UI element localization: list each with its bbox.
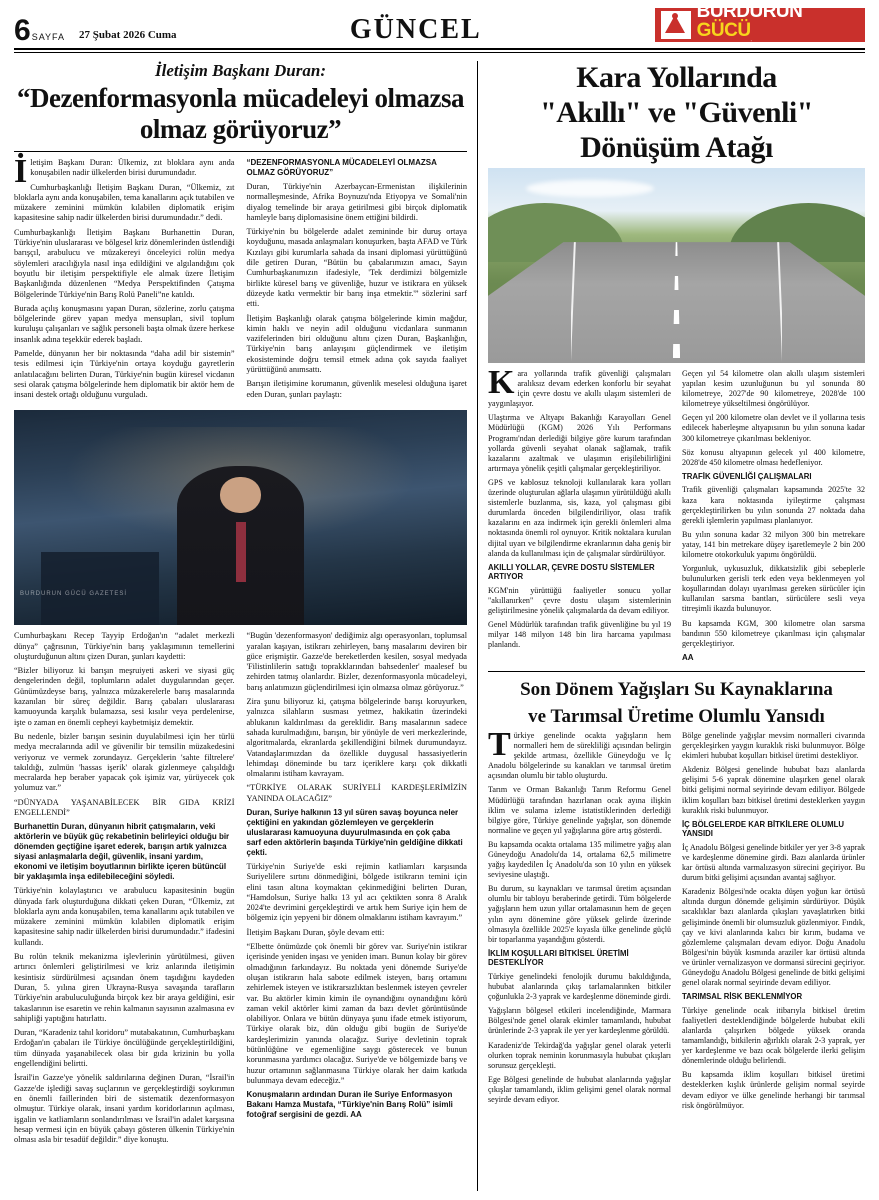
photo-podium [41, 552, 159, 625]
paragraph: Cumhurbaşkanlığı İletişim Başkanı Duran, “Ülkemiz, zıt bloklarla aynı anda konuşabilen, tema kanallarını açık tutabilen ve müzakere zeminini mümkün kılabilen diplomatik erişim kapasitesine sahip nadir ülkelerden birisi durumundadır.” dedi. [14, 182, 235, 223]
logo-title-part2: GÜCÜ [696, 19, 751, 41]
article-headline: “Dezenformasyonla mücadeleyi olmazsa olmaz görüyoruz” [17, 83, 464, 144]
paragraph: Cumhurbaşkanlığı İletişim Başkanı Burhanettin Duran, Türkiye'nin uluslararası ve bölgesel kriz dönemlerinden üstlendiği barışçıl, arabulucu ve müzakereyi önceleyici rolün medya söylemleri aracılığıyla nasıl inşa edildiğini ve algılandığını çok boyutlu bir iletişim perspektifiyle ele almak üzere İletişim Başkanlığında düzenlenen “Medya Perspektifinden Çatışma Bölgelerinde Türkiye'nin Barış Rolü Paneli”ne katıldı. [14, 227, 235, 299]
paragraph: GPS ve kablosuz teknoloji kullanılarak kara yolları üzerinde oluşturulan ağlarla ulaşımın yürütüldüğü akıllı sistemlerle buzlanma, sis, kaza, yol çalışması gibi durumlarda önceden bilgilendiriliyor, olası trafik kazalarını en aza indirmek için gerekli önlemleri alma noktasında önemli rol oynuyor. Kritik noktalara kurulan dijital uyarı ve bilgilendirme ekranlarının daha geniş bir alanda da kullanılması için de çalışmalar sürdürülüyor. [488, 477, 671, 558]
paragraph: Burada açılış konuşmasını yapan Duran, sözlerine, zorlu çatışma bölgelerinde görev yapan medya mensupları, sivil toplum kuruluşu çalışanları ve sağlık personeli başta olmak üzere herkese insanlık adına teşekkür ederek başladı. [14, 303, 235, 344]
masthead-rule-thin [14, 52, 865, 53]
paragraph: Türkiye'nin kolaylaştırıcı ve arabulucu kapasitesinin bugün dünyada fark oluşturduğuna dikkati çeken Duran, “Ülkemiz, zıt bloklarla aynı anda konuşabilen, tema kanallarını açık tutabilen ve müzakere zeminini mümkün kılabilen diplomatik erişim kapasitesine sahip nadir ülkelerden birisi durumundadır.” ifadesini kullandı. [14, 886, 235, 947]
headline-rule [14, 151, 467, 152]
issue-date: 27 Şubat 2026 Cuma [79, 29, 177, 41]
paragraph: Karadeniz Bölgesi'nde ocakta düşen yoğun kar örtüsü altında durgun dönemde gelişimin sürdürüyor. Düşük sıcaklıklar bazı alanlarda çıkışları yavaşlatırken bitki gelişiminde önemli bir olumsuzluk gözlenmiyor. Fındık, çay ve kivi alanlarında kalıcı bir kırım, budama ve gözlemleme çalışmaları devam ediyor. Doğu Anadolu Bölgesi'nin büyük kısmında araziler kar örtüsü altında ve ürünler vernalizasyon ve dormansi sürecini geçiriyor. Güneydoğu Anadolu Bölgesi genelinde de bitki gelişimi genel olarak normal seyirinde devam ediliyor. [682, 887, 865, 988]
photo-speaker-head [220, 477, 261, 514]
logo-title-part1: BURDURUN [696, 0, 803, 22]
paragraph: Yağışların bölgesel etkileri incelendiğinde, Marmara Bölgesi'nde genel olarak ekimler tamamlandı, hububat ürünlerinde 2-3 yaprak ile yer yer kardeşlenme görüldü. [488, 1006, 671, 1036]
paragraph-subhead: Konuşmaların ardından Duran ile Suriye Enformasyon Bakanı Hamza Mustafa, “Türkiye'nin Barış Rolü” isimli fotoğraf sergisini de gezdi. AA [246, 1090, 453, 1120]
paragraph: “Bugün 'dezenformasyon' dediğimiz algı operasyonları, toplumsal yaralan kaşıyan, istikrarı zehirleyen, barış masalarını deviren bir güce erişmiştir. Gazze'de bereketlerden kesilen, sosyal medyada 'Filistinlilerin sattığı toprakklarından bahsedenler' maalesef bu zehirden tatmış olanlardır. Bizler, dezenformasyonla mücadeleyi, barış anlatımızın güçlendirilmesi için olmazsa olmaz görüyoruz.” [246, 631, 467, 692]
page-number-label: SAYFA [31, 32, 66, 42]
paragraph: İletişim Başkanlığı olarak çatışma bölgelerinde kimin mağdur, kimin haklı ve neyin adil olduğunu vicdanlara sunmanın vazifelerinden biri olduğunu altını çizen Duran, Başkanlığın, Türkiye'nin barış anlayışını güçlendirmek ve iletişim ekosisteminde doğru temsil etmek adına çok sayıda faaliyet yürüttüğünü anımsattı. [246, 313, 467, 375]
roads-article-body [488, 364, 865, 663]
paragraph-subhead: İKLİM KOŞULLARI BİTKİSEL ÜRETİMİ DESTEKLİYOR [488, 948, 629, 968]
article-photo [14, 410, 467, 625]
paragraph: İsrail'in Gazze'ye yönelik saldırılarına değinen Duran, “İsrail'in Gazze'de işlediği savaş suçlarının ve gerçekleştirdiği soykırımın en önemli faillerinden biri de sistematik dezenformasyon olmuştur. Türkiye olarak, insani yardım koridorlarının açılması, işgalin ve katliamların sonlandırılması ve İsrail'in adalet karşısına hesap vermesi için en büyük çabayı gösteren ülkenin Türkiye'nin olması asla bir tesadüf değildir.” diye konuştu. [14, 1073, 235, 1145]
paragraph: Bu kapsamda KGM, 300 kilometre olan sarsma bandının 550 kilometreye çıkarılması için çalışmalar gerçekleştiriyor. [682, 618, 865, 648]
paragraph-subhead: Burhanettin Duran, dünyanın hibrit çatışmaların, veki aktörlerin ve büyük güç rekabetinin belirleyici olduğu bir dönemden geçtiğine işaret ederek, barışın artık yalnızca siyasi anlaşmalarla değil, güvenlik, insani yardım, ekonomi ve iletişim boyutlarının birlikte içeren bütüncül bir yaklaşımla inşa edilebileceğini söyledi. [14, 822, 230, 882]
article-body [14, 153, 467, 404]
paragraph-subhead: TRAFİK GÜVENLİĞİ ÇALIŞMALARI [682, 471, 812, 481]
paragraph: Söz konusu altyapının gelecek yıl 400 kilometre, 2028'de 450 kilometre olması hedefleniyor. [682, 447, 865, 467]
roads-byline: AA [682, 652, 694, 662]
paragraph: Barışın iletişimine korumanın, güvenlik meselesi olduğuna işaret eden Duran, şunları paylaştı: [246, 379, 467, 399]
paragraph: Trafik güvenliği çalışmaları kapsamında 2025'te 32 kaza kara noktasında iyileştirme çalışması gerçekleştirilirken bu yılın sonunda 27 noktada daha gerekli işlemlerin yapılması planlanıyor. [682, 485, 865, 525]
right-column-block [478, 61, 865, 1191]
paragraph: Türkiye'nin Suriye'de eski rejimin katliamları karşısında Suriyelilere sırtını dönmediğini, bölgede istikrarın temini için elini tasın altına koymaktan çekinmediğini belirten Duran, “Hamdolsun, Suriye halkı 13 yıl acı çektikten sonra 8 Aralık 2024'te devrimini gerçekleştirdi ve artık hem Suriye için hem de bölgemiz için yepyeni bir dönem olmaklarını istiham kavrayım.” [246, 861, 467, 923]
paragraph: Bu durum, su kaynakları ve tarımsal üretim açısından olumlu bir tabloyu beraberinde getirdi. Tüm bölgelerde yağışların hem uzun yıllar ortalamasının hem de geçen yılın aynı dönemine göre yüksek gelirde üzerinde olmasıyla özellikle 2025'e kıyasla ülke genelinde güçlü bir toparlanma yaşandığını gösterdi. [488, 884, 671, 944]
paragraph: Bu yılın sonuna kadar 32 milyon 300 bin metrekare yatay, 141 bin metrekare düşey işaretlemeyle 2 bin 200 kilometre otokorkuluk yapımı öngörüldü. [682, 529, 865, 559]
paragraph: Zira şunu biliyoruz ki, çatışma bölgelerinde barışı koruyurken, yalnızca silahların susması yetmez, hakikatin üzerindeki ablukanın kaldırılması da gereklidir. Barış masalarının sadece sahada kurulmadığını, barışın, bir yönüyle de veri merkezlerinde, algoritmalarda, ekranlarda şekillendiğini bilmek durumundayız. Vatandaşlarımızdan da özellikle duygusal hassasiyetlerin lehimdaşı döneminde bu tarz içeriklere karşı çok dikkatli olmalarını istiham kavrayam. [246, 697, 467, 779]
paragraph: İletişim Başkanı Duran, şöyle devam etti: [246, 927, 385, 937]
paragraph-subhead: Duran, Suriye halkının 13 yıl süren savaş boyunca neler çektiğini en yakından gözlemleyen ve gerçeklerin uluslararası kamuoyuna duyurulmasında en çok çaba sarf eden aktörlerin başında Türkiye'nin geldiğine dikkati çekti. [246, 807, 463, 857]
paragraph: Bu rolün teknik mekanizma işlevlerinin yürütülmesi, güven artırıcı önlemleri geliştirilmesi ve kriz anlarında iletişimin kesintisiz sürdürülmesi açısından önem taşıdığını kaydeden Duran, 5. yılına giren Ukrayna-Rusya savaşında tarafların Türkiye'nin arabuluculuğunda birçok kez bir araya geldiğini, esir takaslarının ise esaretin ve rehin kalmanın sayısının azalmasına ev sahipliği yaptığını hatırlattı. [14, 952, 235, 1023]
paragraph: “Elbette önümüzde çok önemli bir görev var. Suriye'nin istikrar içerisinde yeniden inşası ve yeniden imarı. Bunun kolay bir görev olmadığının farkındayız. Bu noktada yeni dönemde Suriye'de oluşan istikrarın hala sabote edilmek isteyen, barış ortamını zehirlemek isteyen ve istikrarsızlıktan beslenmek isteyen çevreler var. Bu aktörler kimin kimin ile oynandığını oynandığını körü zaman vekil aktörler kimi zaman da bazı devlet görüntüsünde olabiliyor. Onlara ve bütün dünyaya şunu ifade etmek istiyorum, Türkiye olarak biz, dün olduğu gibi bugün de Suriye'de kardeşlerimizin yanında olacağız. Suriye devletinin toprak bütünlüğüne ve egemenliğine saygı gösterecek ve bunun korunmasına yardımcı olacağız. Suriye'de ve bölgemizde barış ve huzur ortamının sağlanmasına Türkiye olarak her daim katkıda bulunmaya devam edeceğiz.” [246, 942, 467, 1085]
article-kicker: İletişim Başkanı Duran: [155, 61, 326, 80]
paragraph-lead: Kara yollarında trafik güvenliği çalışmaları aralıksız devam ederken konforlu bir seyahat için çevre dostu ve akıllı ulaşım sistemleri de yaygınlaşıyor. [488, 364, 671, 409]
paragraph: Karadeniz'de Tekirdağ'da yağışlar genel olarak yeterli olurken toprak neminin korunmasıyla hububat çıkışları sorunsuz gerçekleşti. [488, 1040, 671, 1070]
paragraph: Cumhurbaşkanı Recep Tayyip Erdoğan'ın “adalet merkezli dünya” çağrısının, Türkiye'nin barış yaklaşımının temellerini oluşturduğunun altını çizen Duran, şunları kaydetti: [14, 631, 235, 661]
paragraph: Bu kapsamda iklim koşulları bitkisel üretimi desteklerken kışlık ürünlerde gelişim normal seyirde devam ediyor ve ülke genelinde herhangi bir tarımsal risk öngörülmüyor. [682, 1070, 865, 1110]
paragraph-lead: Türkiye genelinde ocakta yağışların hem normalleri hem de sürekliliği açısından belirgin şekilde artması, özellikle Güneydoğu ve İç Anadolu bölgelerinde su kanakları ve tarımsal üretim açısından olumlu bir tablo oluşturdu. [488, 725, 671, 781]
section-divider [488, 671, 865, 672]
paragraph: Duran, “Karadeniz tahıl koridoru” mutabakatının, Cumhurbaşkanı Erdoğan'ın çabaları ile Türkiye öncülüğünde gerçekleştirildiğini, tüm dünyada yaşanabilecek olası bir gıda krizinin bu yolla engellendiğini belirtti. [14, 1028, 235, 1069]
paragraph: İç Anadolu Bölgesi genelinde bitkiler yer yer 3-8 yaprak ve kardeşlenme dönemine girdi. Bazı alanlarda ürünler kar örtüsü altında varmalızasyon sürecini geçiriyor. Bu durum bitki gelişimi açısından avantaj sağlıyor. [682, 842, 865, 883]
photo-speaker-tie [236, 522, 246, 582]
paragraph: Ulaştırma ve Altyapı Bakanlığı Karayolları Genel Müdürlüğü (KGM) 2026 Yılı Performans Programı'ndan derlediği bilgiye göre kurum tarafından yollarda güvenli seyahat olanak sağlamak, trafik kazalarını azaltmak ve ulaşımın erişilebilirliğini artırmaya yönelik çeşitli çalışmalar gerçekleştiriliyor. [488, 413, 671, 473]
left-column-block [14, 61, 478, 1191]
paragraph: Tarım ve Orman Bakanlığı Tarım Reformu Genel Müdürlüğü tarafından hazırlanan ocak ayına ilişkin iklim ve sulama izleme istatistiklerinden derlediği bilgiye göre, Türkiye genelinde yağışlar, son dönemde normaline ve geçen yıl yağışlarına göre artış gösterdi. [488, 785, 671, 835]
paragraph: Duran, Türkiye'nin Azerbaycan-Ermenistan ilişkilerinin normalleşmesinde, Afrika Boynuzu'nda Etiyopya ve Somali'nin diyalog temelinde bir araya getirilmesi gibi birçok diplomatik hamleyle barış diplomasisine önem ettiğini bildirdi. [246, 182, 467, 222]
logo-text [697, 2, 859, 49]
roads-headline-line1: Kara Yollarında [576, 61, 777, 94]
roads-photo [488, 168, 865, 363]
photo-cloud [526, 180, 654, 198]
logo-subtitle: GAZETESİ [696, 41, 756, 49]
paragraph-lead: İletişim Başkanı Duran: Ülkemiz, zıt bloklara aynı anda konuşabilen nadir ülkelerden birisi durumundadır. [14, 153, 235, 190]
paragraph: Bu nedenle, bizler barışın sesinin duyulabilmesi için her türlü medya mecralarında adil ve güvenilir bir temsilin müzakedesini veriyoruz ve vermek zorundayız. Gerçeklerin 'sahte filtrelere' takıldığı, zulmün 'hassas işerik' olarak gizlenmeye çalışıldığı mecralarda hep beraber yapacak çok işimiz var, yürüyecek çok yolumuz var.” [14, 731, 235, 793]
article-body-continued [14, 631, 467, 1145]
page-columns [14, 61, 865, 1191]
paragraph: “TÜRKİYE OLARAK SURİYELİ KARDEŞLERİMİZİN YANINDA OLACAĞIZ” [246, 783, 467, 803]
logo-title [697, 2, 859, 40]
paragraph: Ege Bölgesi genelinde de hububat alanlarında yağışlar çıkışlar tamamlandı, iklim gelişimi genel olarak normal seyirde devam ediyor. [488, 1074, 671, 1105]
paragraph: Bölge genelinde yağışlar mevsim normalleri civarında gerçekleşirken yaygın kuraklık riski bulunmuyor. Bölge ekimleri hububat koşulları bitkisel üretimi destekliyor. [682, 730, 865, 761]
paragraph: Akdeniz Bölgesi genelinde hububat bazı alanlarda gelişimi 5-6 yaprak dönemine ulaşırken genel olarak bitki gelişimi normal seyirinde devam ediliyor. Bölgede iklim koşulları bazı bitkisel üretimi desteklerken yaygın kuraklık riski bulunmuyor. [682, 765, 865, 815]
section-title: GÜNCEL [349, 14, 482, 45]
paragraph: Genel Müdürlük tarafından trafik güvenliğine bu yıl 19 milyar 148 milyon 148 bin lira harcama yapılması planlandı. [488, 620, 671, 650]
paragraph: Geçen yıl 54 kilometre olan akıllı ulaşım sistemleri yapılan kesim uzunluğunun bu yıl sonunda 80 kilometreye, 2027'de 90 kilometreye, 2028'de 100 kilometreye yükseltilmesi öngörülüyor. [682, 369, 865, 409]
paragraph: “Bizler biliyoruz ki barışın meşruiyeti askeri ve siyasi güç dengelerinden değil, toplumların adalet duygularından geçer. Günümüzdeyse barış, yalnızca müzakerelerle barış masalarında kazanılan bir süreç değildir. Barış çabaları uluslararası kamuoyunda karşılık bulamazsa, sesi kısılır veya perdelenirse, işte o zaman en önemli cepheyi kaybetmişiz demektir. [14, 666, 235, 727]
paragraph: Yorgunluk, uykusuzluk, dikkatsizlik gibi sebeplerle bulunulurken gerisli terk eden veya beklenmeyen yol koşullarından dolayı uyarılması gereken sürücüler için kullanılan sarsma bantları, sürücülere sesli veya titreşimli ikazda bulunuyor. [682, 564, 865, 614]
paragraph-subhead: TARIMSAL RİSK BEKLENMİYOR [682, 992, 803, 1002]
paragraph: Türkiye genelinde ocak itibarıyla bitkisel üretim faaliyetleri desteklendiğinde bölgelerde hububat ekili alanlarda çalışırken bölgede yüksek oranda tamamlandığı, bitkilerin ağırlıklı olarak 2-3 yaprak, yer yer kardeşlenme ve bazı ocak bölgelerde ilerki gelişim dönemlerinde olduğu belirlendi. [682, 1005, 865, 1066]
logo-mark-icon [661, 11, 691, 39]
rain-headline-line1: Son Dönem Yağışları Su Kaynaklarına [520, 678, 833, 700]
paragraph-subhead: İÇ BÖLGELERDE KAR BİTKİLERE OLUMLU YANSIDI [682, 819, 844, 839]
page-number: 6 [14, 14, 30, 47]
rain-headline-line2: ve Tarımsal Üretime Olumlu Yansıdı [528, 705, 825, 727]
paragraph: Pamelde, dünyanın her bir noktasında “daha adil bir sistemin” tesis edilmesi için Türkiye'nin ortaya koyduğu gayretlerin anlatılacağını belirten Duran, Türkiye'nin bugün küresel vicdanın sesi olarak çatışma bölgelerinde hem diplomatik bir aktör hem de insani destek ortağı olduğunu vurguladı. [14, 349, 235, 400]
rain-article-body [488, 725, 865, 1112]
photo-credit: BURDURUN GÜCÜ GAZETESİ [20, 591, 128, 598]
paragraph: Türkiye genelindeki fenolojik durumu bakıldığında, hububat alanlarında çıkış tarlamalarınken bitkiler çoğunlukla 2-3 yaprak ve kardeşlenme döneminde girdi. [488, 972, 671, 1002]
newspaper-logo [655, 0, 865, 49]
paragraph: “DÜNYADA YAŞANABİLECEK BİR GIDA KRİZİ ENGELLENDİ” [14, 797, 235, 817]
masthead [14, 0, 865, 49]
paragraph-subhead: “DEZENFORMASYONLA MÜCADELEYİ OLMAZSA OLMAZ GÖRÜYORUZ” [246, 158, 437, 177]
paragraph: Bu kapsamda ocakta ortalama 135 milimetre yağış alan Güneydoğu Anadolu'da 14, ortalama 62,5 milimetre yağış kaydedilen İç Anadolu'da son 10 yılın en yüksek seviyesine ulaştığı. [488, 839, 671, 880]
paragraph: Türkiye'nin bu bölgelerde adalet zemininde bir duruş ortaya koyduğunu, masada anlaşmaları konuşurken, başta AFAD ve Türk Kızılayı gibi kurumlarla sahada da insani diplomasi yürüttüğünü dile getiren Duran, “Bütün bu çabalarımızın amacı, Sayın Cumhurbaşkanımızın ifadesiyle, 'Tek derdimizi bölgemizle birlikte küresel barış ve güvenliğe, huzur ve istikrara en yüksek düzeyde katkı vermektir bir barış inşa etmektir.'” sözlerini sarf etti. [246, 227, 467, 309]
masthead-left [14, 14, 177, 47]
roads-headline-line3: Dönüşüm Atağı [580, 131, 773, 164]
paragraph-subhead: AKILLI YOLLAR, ÇEVRE DOSTU SİSTEMLER ARTIYOR [488, 562, 655, 582]
paragraph: Geçen yıl 200 kilometre olan devlet ve il yollarına tesis edilecek haberleşme altyapısının bu yılın sonuna kadar 300 kilometreye çıkarılması bekleniyor. [682, 413, 865, 443]
paragraph: KGM'nin yürüttüğü faaliyetler sonucu yollar "akıllanırken" çevre dostu ulaşım sistemlerinin geliştirilmesine yönelik çalışmalarda da devam ediliyor. [488, 585, 671, 616]
roads-headline-line2: "Akıllı" ve "Güvenli" [540, 96, 813, 129]
